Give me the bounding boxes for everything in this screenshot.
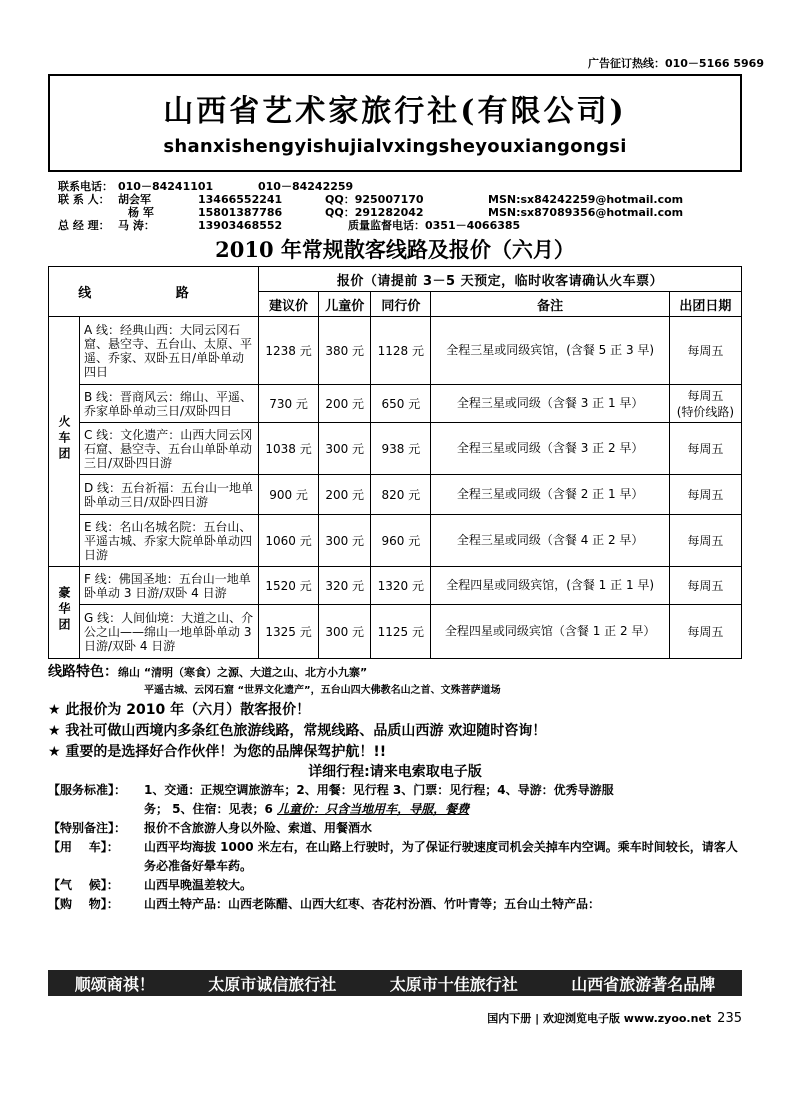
col-child: 儿童价	[319, 292, 371, 317]
adult-price: 1060 元	[259, 515, 319, 567]
phone-label: 联系电话：	[58, 180, 113, 193]
table-row	[49, 515, 742, 567]
bullet-item: ★ 此报价为 2010 年（六月）散客报价！	[48, 702, 311, 718]
col-adult: 建议价	[259, 292, 319, 317]
route-date: 每周五	[669, 423, 741, 475]
route-note: 全程三星或同级宾馆，(含餐 5 正 3 早)	[431, 317, 669, 385]
vehicle-text: 山西平均海拔 1000 米左右，在山路上行驶时，为了保证行驶速度司机会关掉车内空调。乘车时间较长，请客人务必准备好晕车药。	[144, 840, 738, 873]
phone-1: 010－84241101	[118, 180, 214, 193]
strip-item: 山西省旅游著名品牌	[571, 974, 716, 994]
gm-phone: 13903468552	[198, 219, 283, 232]
route-date: 每周五	[669, 605, 741, 659]
peer-price: 1128 元	[371, 317, 431, 385]
child-price-note: 儿童价：只含当地用车，导服，餐费	[277, 802, 470, 816]
child-price: 320 元	[319, 567, 371, 605]
route-features	[48, 663, 742, 700]
route-note: 全程三星或同级（含餐 3 正 2 早）	[431, 423, 669, 475]
adult-price: 1520 元	[259, 567, 319, 605]
child-price: 300 元	[319, 515, 371, 567]
brand-strip	[48, 970, 742, 996]
col-note: 备注	[431, 292, 669, 317]
bullet-list	[48, 700, 742, 763]
table-row	[49, 567, 742, 605]
person-2-qq: QQ：291282042	[325, 206, 424, 219]
child-price: 200 元	[319, 475, 371, 515]
service-standard-text: 1、交通：正规空调旅游车；2、用餐：见行程 3、门票：见行程；4、导游：优秀导游服	[144, 783, 614, 797]
route-desc: G 线：人间仙境：大道之山、介公之山——绵山一地单卧单动 3 日游/双卧 4 日游	[80, 605, 259, 659]
special-note-label: 【特别备注】：	[48, 821, 127, 835]
table-row	[49, 385, 742, 423]
adult-price: 730 元	[259, 385, 319, 423]
route-note: 全程三星或同级（含餐 4 正 2 早）	[431, 515, 669, 567]
price-table	[48, 266, 742, 659]
person-2: 杨 军	[128, 206, 154, 219]
contact-block	[48, 180, 742, 232]
route-note: 全程三星或同级（含餐 3 正 1 早）	[431, 385, 669, 423]
route-desc: E 线：名山名城名院：五台山、平遥古城、乔家大院单卧单动四日游	[80, 515, 259, 567]
route-note: 全程四星或同级宾馆，(含餐 1 正 1 早)	[431, 567, 669, 605]
child-price: 380 元	[319, 317, 371, 385]
person-1-msn: MSN:sx84242259@hotmail.com	[488, 193, 684, 206]
route-note: 全程三星或同级（含餐 2 正 1 早）	[431, 475, 669, 515]
features-line-1: 绵山 “清明（寒食）之源、大道之山、北方小九寨”	[118, 666, 368, 679]
company-name: 山西省艺术家旅行社(有限公司)	[163, 94, 627, 129]
peer-price: 938 元	[371, 423, 431, 475]
child-price: 300 元	[319, 605, 371, 659]
special-note-text: 报价不含旅游人身以外险、索道、用餐酒水	[144, 821, 373, 835]
group-luxury: 豪华团	[49, 567, 80, 659]
features-label: 线路特色：	[48, 664, 118, 680]
route-date: 每周五	[669, 515, 741, 567]
bullet-item: ★ 重要的是选择好合作伙伴！为您的品牌保驾护航！!!	[48, 744, 387, 760]
detail-note: 详细行程:请来电索取电子版	[308, 764, 482, 780]
table-row	[49, 423, 742, 475]
ad-hotline: 广告征订热线：010－5166 5969	[587, 57, 764, 70]
route-desc: F 线：佛国圣地：五台山一地单卧单动 3 日游/双卧 4 日游	[80, 567, 259, 605]
features-line-2: 平遥古城、云冈石窟 “世界文化遗产”，五台山四大佛教名山之首、文殊菩萨道场	[144, 685, 501, 696]
price-title: 2010 年常规散客线路及报价（六月）	[215, 237, 575, 262]
table-row	[49, 475, 742, 515]
person-1: 胡会军	[118, 193, 151, 206]
weather-label: 【气 候】：	[48, 878, 119, 892]
adult-price: 1325 元	[259, 605, 319, 659]
footer-text: 国内下册 | 欢迎浏览电子版 www.zyoo.net	[487, 1012, 712, 1025]
strip-item: 太原市诚信旅行社	[208, 974, 337, 994]
service-standard-label: 【服务标准】：	[48, 783, 127, 797]
route-header: 线 路	[49, 267, 259, 317]
route-date: 每周五	[669, 475, 741, 515]
advert-page	[48, 74, 742, 1034]
company-pinyin: shanxishengyishujialvxingsheyouxiangongsi	[163, 136, 627, 157]
strip-item: 顺颂商祺！	[74, 974, 155, 994]
service-terms	[48, 781, 742, 914]
gm-label: 总 经 理：	[58, 219, 110, 232]
person-1-qq: QQ：925007170	[325, 193, 424, 206]
col-date: 出团日期	[669, 292, 741, 317]
shopping-label: 【购 物】：	[48, 897, 119, 911]
route-desc: A 线：经典山西：大同云冈石窟、悬空寺、五台山、太原、平遥、乔家、双卧五日/单卧单动四日	[80, 317, 259, 385]
route-desc: D 线：五台祈福：五台山一地单卧单动三日/双卧四日游	[80, 475, 259, 515]
col-peer: 同行价	[371, 292, 431, 317]
person-label: 联 系 人：	[58, 193, 110, 206]
adult-price: 1238 元	[259, 317, 319, 385]
peer-price: 650 元	[371, 385, 431, 423]
strip-item: 太原市十佳旅行社	[389, 974, 518, 994]
peer-price: 820 元	[371, 475, 431, 515]
page-footer	[487, 1010, 742, 1026]
peer-price: 960 元	[371, 515, 431, 567]
company-header	[48, 74, 742, 172]
person-2-phone: 15801387786	[198, 206, 283, 219]
route-note: 全程四星或同级宾馆（含餐 1 正 2 早）	[431, 605, 669, 659]
table-row	[49, 317, 742, 385]
vehicle-label: 【用 车】：	[48, 840, 119, 854]
route-date: 每周五 (特价线路)	[669, 385, 741, 423]
group-train: 火车团	[49, 317, 80, 567]
shopping-text: 山西土特产品：山西老陈醋、山西大红枣、杏花村汾酒、竹叶青等；五台山土特产品：	[144, 897, 601, 911]
page-number: 235	[717, 1011, 742, 1026]
person-2-msn: MSN:sx87089356@hotmail.com	[488, 206, 684, 219]
peer-price: 1125 元	[371, 605, 431, 659]
price-banner: 报价（请提前 3－5 天预定，临时收客请确认火车票）	[259, 267, 742, 292]
person-1-phone: 13466552241	[198, 193, 283, 206]
route-date: 每周五	[669, 567, 741, 605]
service-standard-text-2: 务； 5、住宿：见表；6	[144, 802, 278, 816]
adult-price: 900 元	[259, 475, 319, 515]
bullet-item: ★ 我社可做山西境内多条红色旅游线路，常规线路、品质山西游 欢迎随时咨询！	[48, 723, 547, 739]
gm-name: 马 涛：	[118, 219, 155, 232]
weather-text: 山西早晚温差较大。	[144, 878, 253, 892]
route-desc: C 线：文化遗产：山西大同云冈石窟、悬空寺、五台山单卧单动三日/双卧四日游	[80, 423, 259, 475]
table-row	[49, 605, 742, 659]
quality-phone: 质量监督电话：0351－4066385	[348, 219, 521, 232]
child-price: 300 元	[319, 423, 371, 475]
child-price: 200 元	[319, 385, 371, 423]
peer-price: 1320 元	[371, 567, 431, 605]
route-date: 每周五	[669, 317, 741, 385]
route-desc: B 线：晋商风云：绵山、平遥、乔家单卧单动三日/双卧四日	[80, 385, 259, 423]
adult-price: 1038 元	[259, 423, 319, 475]
phone-2: 010－84242259	[258, 180, 354, 193]
